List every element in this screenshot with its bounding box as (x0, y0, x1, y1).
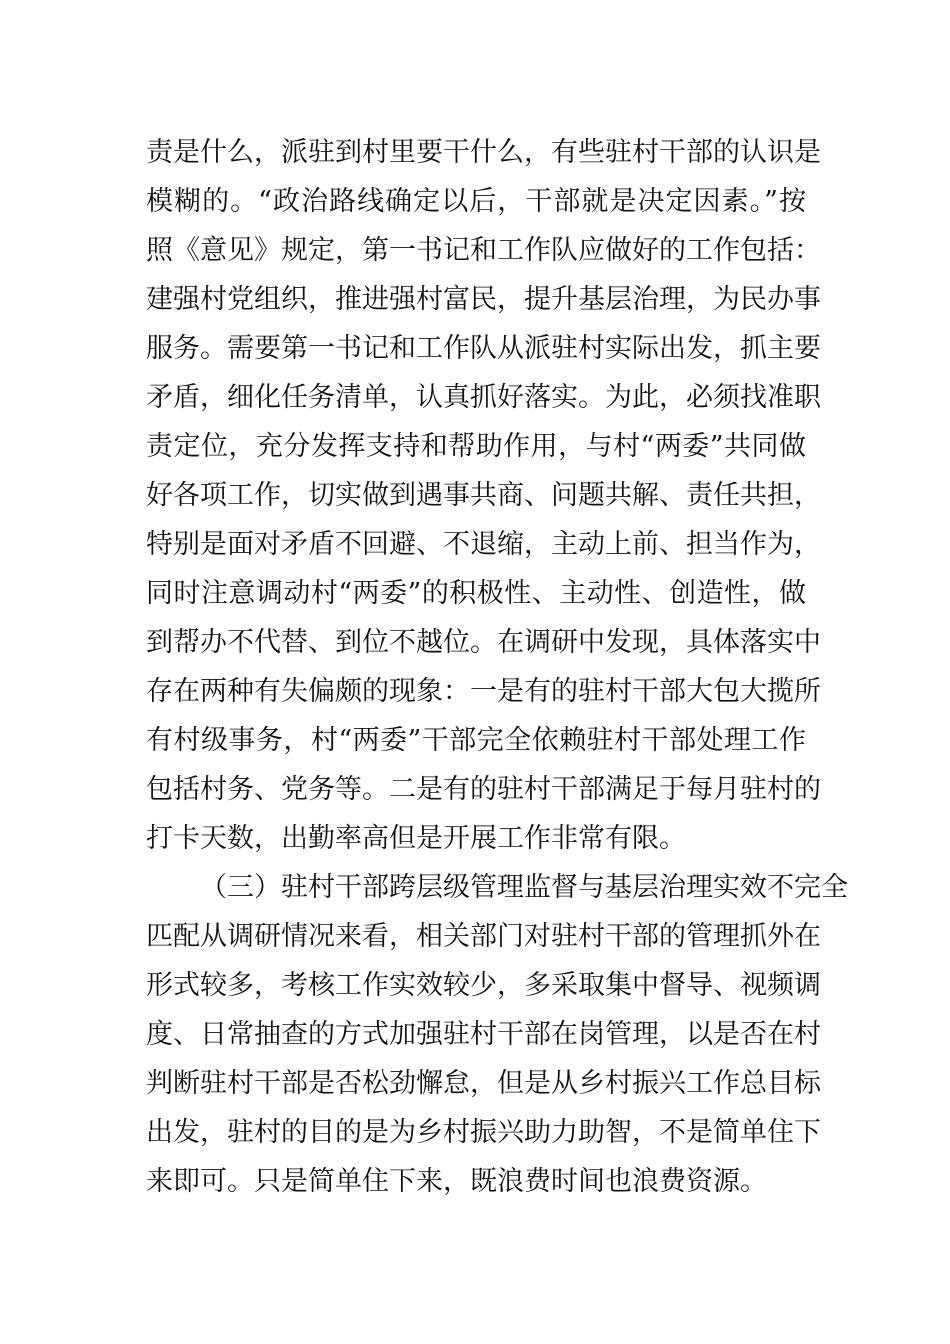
text-line: 服务。需要第一书记和工作队从派驻村实际出发，抓主要 (146, 333, 821, 364)
text-line: 包括村务、党务等。二是有的驻村干部满足于每月驻村的 (146, 774, 821, 805)
text-line: 责是什么，派驻到村里要干什么，有些驻村干部的认识是 (146, 137, 821, 168)
text-line: 到帮办不代替、到位不越位。在调研中发现，具体落实中 (146, 627, 821, 658)
text-line: 同时注意调动村“两委”的积极性、主动性、创造性，做 (146, 578, 806, 609)
text-line: 形式较多，考核工作实效较少，多采取集中督导、视频调 (146, 970, 821, 1001)
text-line: 模糊的。“政治路线确定以后，干部就是决定因素。”按 (146, 186, 806, 217)
paragraph-end-line: 打卡天数，出勤率高但是开展工作非常有限。 (146, 823, 686, 854)
text-line: 建强村党组织，推进强村富民，提升基层治理，为民办事 (146, 284, 821, 315)
text-line: 判断驻村干部是否松劲懈怠，但是从乡村振兴工作总目标 (146, 1068, 821, 1099)
text-line: 出发，驻村的目的是为乡村振兴助力助智，不是简单住下 (146, 1117, 821, 1148)
text-line: 度、日常抽查的方式加强驻村干部在岗管理，以是否在村 (146, 1019, 821, 1050)
text-line: 责定位，充分发挥支持和帮助作用，与村“两委”共同做 (146, 431, 806, 462)
paragraph-end-line: 来即可。只是简单住下来，既浪费时间也浪费资源。 (146, 1166, 767, 1197)
text-line: 特别是面对矛盾不回避、不退缩，主动上前、担当作为， (146, 529, 821, 560)
text-line: 好各项工作，切实做到遇事共商、问题共解、责任共担， (146, 480, 821, 511)
section-heading-line: （三）驻村干部跨层级管理监督与基层治理实效不完全 (200, 872, 848, 903)
text-line: 照《意见》规定，第一书记和工作队应做好的工作包括： (146, 235, 821, 266)
text-line: 匹配从调研情况来看，相关部门对驻村干部的管理抓外在 (146, 921, 821, 952)
body-text (146, 128, 848, 1206)
text-line: 存在两种有失偏颇的现象：一是有的驻村干部大包大揽所 (146, 676, 821, 707)
text-line: 有村级事务，村“两委”干部完全依赖驻村干部处理工作 (146, 725, 806, 756)
text-line: 矛盾，细化任务清单，认真抓好落实。为此，必须找准职 (146, 382, 821, 413)
